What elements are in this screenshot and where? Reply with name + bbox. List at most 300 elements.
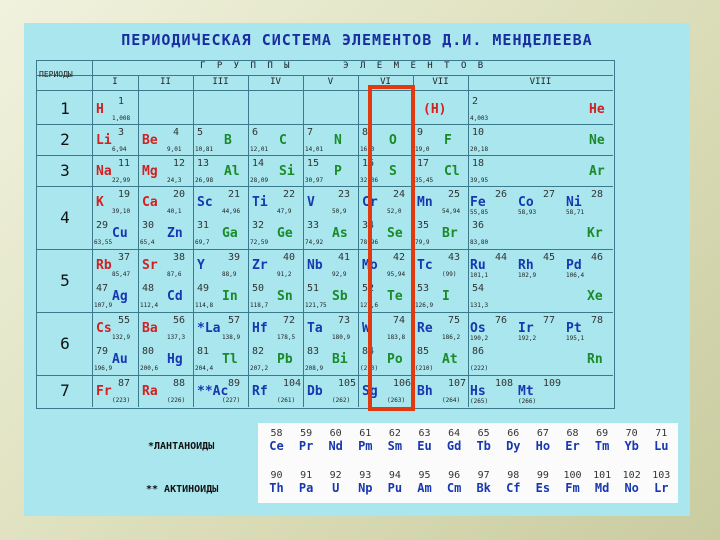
element-symbol[interactable]: Nb <box>307 258 323 273</box>
element-symbol[interactable]: Eu <box>417 439 432 453</box>
actinoids-label: ** АКТИНОИДЫ <box>146 484 219 495</box>
element-symbol[interactable]: Ca <box>142 195 158 210</box>
atomic-number: 80 <box>142 346 155 357</box>
atomic-mass: (99) <box>442 271 457 278</box>
element-symbol[interactable]: Dy <box>506 439 521 453</box>
atomic-mass: 58,93 <box>518 209 537 216</box>
element-symbol[interactable]: At <box>442 352 458 367</box>
element-symbol[interactable]: Rf <box>252 384 268 399</box>
element-symbol[interactable]: Pm <box>358 439 373 453</box>
lanthanoid-cell[interactable] <box>588 428 617 453</box>
element-symbol[interactable]: Ga <box>222 226 238 241</box>
element-symbol[interactable]: U <box>332 481 340 495</box>
atomic-number: 51 <box>307 283 320 294</box>
atomic-number: 25 <box>448 189 461 200</box>
element-symbol[interactable]: Hg <box>167 352 183 367</box>
atomic-number: 54 <box>472 283 485 294</box>
element-symbol[interactable]: K <box>96 195 104 210</box>
element-symbol[interactable]: Mt <box>518 384 534 399</box>
atomic-mass: (227) <box>222 397 241 404</box>
atomic-number: 106 <box>393 378 412 389</box>
element-symbol[interactable]: Se <box>387 226 403 241</box>
atomic-number: 108 <box>495 378 514 389</box>
actinoid-cell[interactable] <box>469 470 498 495</box>
group-label: IV <box>270 77 281 87</box>
atomic-number: 96 <box>448 470 461 481</box>
element-symbol[interactable]: Fm <box>565 481 580 495</box>
atomic-mass: 126,9 <box>415 302 434 309</box>
atomic-number: 6 <box>252 127 259 138</box>
atomic-number: 16 <box>362 158 375 169</box>
element-symbol[interactable]: Os <box>470 321 486 336</box>
atomic-number: 103 <box>652 470 671 481</box>
atomic-number: 13 <box>197 158 210 169</box>
atomic-number: 20 <box>173 189 186 200</box>
atomic-number: 9 <box>417 127 424 138</box>
atomic-number: 92 <box>329 470 342 481</box>
element-symbol[interactable]: N <box>334 133 342 148</box>
col-divider <box>468 75 469 407</box>
atomic-number: 89 <box>228 378 241 389</box>
element-symbol[interactable]: Am <box>417 481 432 495</box>
atomic-number: 73 <box>338 315 351 326</box>
element-symbol[interactable]: Lr <box>654 481 669 495</box>
atomic-number: 64 <box>448 428 461 439</box>
atomic-mass: 101,1 <box>470 272 489 279</box>
atomic-number: 90 <box>270 470 283 481</box>
element-symbol[interactable]: He <box>589 102 605 117</box>
element-symbol[interactable]: Np <box>358 481 373 495</box>
element-symbol[interactable]: Br <box>442 226 458 241</box>
atomic-mass: 88,9 <box>222 271 237 278</box>
element-symbol[interactable]: Ti <box>252 195 268 210</box>
atomic-number: 30 <box>142 220 155 231</box>
atomic-mass: 26,98 <box>195 177 214 184</box>
group-label: VIII <box>529 77 552 87</box>
atomic-number: 24 <box>393 189 406 200</box>
atomic-mass: 178,5 <box>277 334 296 341</box>
actinoid-cell[interactable] <box>558 470 587 495</box>
element-symbol[interactable]: H <box>96 102 104 117</box>
element-symbol[interactable]: Pr <box>298 439 314 453</box>
atomic-mass: 87,6 <box>167 271 182 278</box>
element-symbol[interactable]: Bh <box>417 384 433 399</box>
lanthanoid-cell[interactable] <box>321 428 350 453</box>
atomic-number: 44 <box>495 252 508 263</box>
atomic-number: 105 <box>338 378 357 389</box>
atomic-number: 79 <box>96 346 109 357</box>
atomic-mass: 44,96 <box>222 208 241 215</box>
atomic-mass: 208,9 <box>305 365 324 372</box>
atomic-number: 8 <box>362 127 369 138</box>
element-symbol[interactable]: Pu <box>387 481 403 495</box>
element-symbol[interactable]: Tc <box>417 258 433 273</box>
atomic-number: 33 <box>307 220 320 231</box>
element-symbol[interactable]: Bk <box>476 481 491 495</box>
element-symbol[interactable]: Sc <box>197 195 213 210</box>
atomic-number: 31 <box>197 220 210 231</box>
atomic-number: 56 <box>173 315 186 326</box>
atomic-number: 81 <box>197 346 210 357</box>
group-label: II <box>160 77 171 87</box>
element-symbol[interactable]: I <box>442 289 450 304</box>
actinoid-cell[interactable] <box>499 470 528 495</box>
element-symbol[interactable]: Fe <box>470 195 486 210</box>
element-symbol[interactable]: Md <box>594 481 610 495</box>
row-divider <box>36 186 613 187</box>
atomic-number: 63 <box>418 428 431 439</box>
atomic-number: 29 <box>96 220 109 231</box>
element-symbol[interactable]: Ni <box>566 195 582 210</box>
element-symbol[interactable]: Bi <box>332 352 348 367</box>
element-symbol[interactable]: Tl <box>222 352 238 367</box>
period-label: 7 <box>60 381 70 400</box>
atomic-number: 102 <box>622 470 641 481</box>
atomic-number: 39 <box>228 252 241 263</box>
element-symbol[interactable]: Ra <box>142 384 158 399</box>
group-label: VII <box>432 77 449 87</box>
atomic-mass: 58,71 <box>566 209 585 216</box>
atomic-number: 12 <box>173 158 186 169</box>
row-divider <box>36 124 613 125</box>
atomic-number: 28 <box>591 189 604 200</box>
col-divider <box>92 60 93 407</box>
element-symbol[interactable]: Al <box>224 164 240 179</box>
element-symbol[interactable]: Rb <box>96 258 112 273</box>
atomic-mass: 40,1 <box>167 208 182 215</box>
period-label: 1 <box>60 98 70 118</box>
table-title: ПЕРИОДИЧЕСКАЯ СИСТЕМА ЭЛЕМЕНТОВ Д.И. МЕНДЕЛЕЕВА <box>121 31 593 49</box>
element-symbol[interactable]: Sm <box>387 439 403 453</box>
atomic-number: 91 <box>300 470 313 481</box>
element-symbol[interactable]: Ge <box>277 226 293 241</box>
atomic-mass: 20,18 <box>470 146 489 153</box>
element-symbol[interactable]: Yb <box>624 439 639 453</box>
atomic-mass: (264) <box>442 397 461 404</box>
atomic-number: 40 <box>283 252 296 263</box>
element-symbol[interactable]: W <box>362 321 370 336</box>
element-symbol[interactable]: Tb <box>476 439 491 453</box>
group-vi-highlight <box>368 85 415 411</box>
element-symbol[interactable]: Rh <box>518 258 534 273</box>
atomic-number: 14 <box>252 158 265 169</box>
element-symbol[interactable]: (H) <box>423 102 447 117</box>
atomic-number: 22 <box>283 189 296 200</box>
atomic-mass: 39,10 <box>112 208 131 215</box>
atomic-mass: (266) <box>518 398 537 405</box>
atomic-mass: (223) <box>112 397 131 404</box>
atomic-mass: 180,9 <box>332 334 351 341</box>
atomic-mass: 91,2 <box>277 271 292 278</box>
element-symbol[interactable]: Cm <box>446 481 462 495</box>
element-symbol[interactable]: Db <box>307 384 323 399</box>
lanthanoid-cell[interactable] <box>292 428 321 453</box>
atomic-number: 7 <box>307 127 314 138</box>
element-symbol[interactable]: No <box>624 481 639 495</box>
element-symbol[interactable]: Hf <box>252 321 268 336</box>
lanthanoid-cell[interactable] <box>351 428 380 453</box>
header-line-bottom <box>36 90 613 91</box>
atomic-number: 42 <box>393 252 406 263</box>
element-symbol[interactable]: Cs <box>96 321 112 336</box>
periods-header: ПЕРИОДЫ <box>39 70 73 79</box>
atomic-number: 72 <box>283 315 296 326</box>
element-symbol[interactable]: Ag <box>112 289 128 304</box>
atomic-number: 77 <box>543 315 556 326</box>
atomic-mass: 47,9 <box>277 208 292 215</box>
element-symbol[interactable]: Cf <box>506 481 521 495</box>
element-symbol[interactable]: Li <box>96 133 112 148</box>
atomic-mass: 137,3 <box>167 334 186 341</box>
element-symbol[interactable]: Ta <box>307 321 323 336</box>
element-symbol[interactable]: Ne <box>589 133 605 148</box>
element-symbol[interactable]: Ir <box>518 321 534 336</box>
lanthanoid-cell[interactable] <box>410 428 439 453</box>
atomic-mass: 4,003 <box>470 115 489 122</box>
element-symbol[interactable]: Xe <box>587 289 603 304</box>
element-symbol[interactable]: **Ac <box>197 384 229 399</box>
atomic-mass: 55,85 <box>470 209 489 216</box>
atomic-mass: 19,0 <box>415 146 430 153</box>
lanthanoid-cell[interactable] <box>647 428 676 453</box>
element-symbol[interactable]: Mg <box>142 164 158 179</box>
atomic-number: 23 <box>338 189 351 200</box>
atomic-number: 61 <box>359 428 372 439</box>
atomic-mass: 12,01 <box>250 146 269 153</box>
element-symbol[interactable]: Be <box>142 133 158 148</box>
atomic-mass: 132,9 <box>112 334 131 341</box>
row-divider <box>36 312 613 313</box>
atomic-mass: 118,7 <box>250 302 269 309</box>
element-symbol[interactable]: Sr <box>142 258 158 273</box>
atomic-number: 69 <box>596 428 609 439</box>
lanthanoid-cell[interactable] <box>499 428 528 453</box>
element-symbol[interactable]: Re <box>417 321 433 336</box>
atomic-number: 94 <box>388 470 401 481</box>
element-symbol[interactable]: Cl <box>444 164 460 179</box>
lanthanoid-cell[interactable] <box>469 428 498 453</box>
actinoid-cell[interactable] <box>617 470 646 495</box>
actinoid-cell[interactable] <box>262 470 291 495</box>
atomic-number: 85 <box>417 346 430 357</box>
atomic-number: 27 <box>543 189 556 200</box>
atomic-number: 76 <box>495 315 508 326</box>
atomic-number: 99 <box>536 470 549 481</box>
element-symbol[interactable]: Gd <box>446 439 462 453</box>
lanthanoid-cell[interactable] <box>262 428 291 453</box>
atomic-mass: (226) <box>167 397 186 404</box>
element-symbol[interactable]: Sb <box>332 289 348 304</box>
atomic-number: 2 <box>472 96 479 107</box>
atomic-number: 5 <box>197 127 204 138</box>
actinoid-cell[interactable] <box>588 470 617 495</box>
element-symbol[interactable]: Cd <box>167 289 183 304</box>
atomic-mass: 131,3 <box>470 302 489 309</box>
element-symbol[interactable]: Th <box>269 481 284 495</box>
col-divider <box>303 75 304 407</box>
atomic-mass: (263) <box>387 397 406 404</box>
actinoid-cell[interactable] <box>647 470 676 495</box>
col-divider <box>248 75 249 407</box>
element-symbol[interactable]: Si <box>279 164 295 179</box>
atomic-number: 52 <box>362 283 375 294</box>
atomic-number: 19 <box>118 189 131 200</box>
atomic-number: 35 <box>417 220 430 231</box>
atomic-mass: 14,01 <box>305 146 324 153</box>
element-symbol[interactable]: P <box>334 164 342 179</box>
lanthanoids-label: *ЛАНТАНОИДЫ <box>148 441 215 452</box>
actinoid-cell[interactable] <box>351 470 380 495</box>
actinoid-cell[interactable] <box>321 470 350 495</box>
element-symbol[interactable]: Ho <box>535 439 551 453</box>
group-label: I <box>112 77 118 87</box>
element-symbol[interactable]: Ar <box>589 164 605 179</box>
element-symbol[interactable]: Ru <box>470 258 486 273</box>
atomic-mass: 54,94 <box>442 208 461 215</box>
atomic-number: 47 <box>96 283 109 294</box>
element-symbol[interactable]: Zn <box>167 226 183 241</box>
atomic-number: 32 <box>252 220 265 231</box>
atomic-mass: 183,8 <box>387 334 406 341</box>
element-symbol[interactable]: Nd <box>328 439 343 453</box>
atomic-number: 98 <box>507 470 520 481</box>
atomic-number: 83 <box>307 346 320 357</box>
element-symbol[interactable]: Es <box>535 481 551 495</box>
atomic-mass: (261) <box>277 397 296 404</box>
element-symbol[interactable]: Pt <box>566 321 582 336</box>
atomic-number: 104 <box>283 378 302 389</box>
row-divider <box>36 249 613 250</box>
element-symbol[interactable]: Pb <box>277 352 293 367</box>
element-symbol[interactable]: Tm <box>594 439 610 453</box>
atomic-mass: 50,9 <box>332 208 347 215</box>
element-symbol[interactable]: Na <box>96 164 112 179</box>
atomic-mass: 74,92 <box>305 239 324 246</box>
atomic-mass: 112,4 <box>140 302 159 309</box>
period-label: 6 <box>60 333 70 353</box>
atomic-number: 46 <box>591 252 604 263</box>
element-symbol[interactable]: Y <box>197 258 205 273</box>
atomic-number: 109 <box>543 378 562 389</box>
element-symbol[interactable]: S <box>389 164 397 179</box>
atomic-number: 68 <box>566 428 579 439</box>
atomic-number: 53 <box>417 283 430 294</box>
atomic-number: 86 <box>472 346 485 357</box>
atomic-number: 59 <box>300 428 313 439</box>
element-symbol[interactable]: Er <box>565 439 580 453</box>
atomic-mass: 28,09 <box>250 177 269 184</box>
atomic-mass: 83,80 <box>470 239 489 246</box>
element-symbol[interactable]: Au <box>112 352 128 367</box>
element-symbol[interactable]: Ce <box>269 439 284 453</box>
element-symbol[interactable]: Kr <box>587 226 603 241</box>
atomic-number: 1 <box>118 96 125 107</box>
atomic-number: 55 <box>118 315 131 326</box>
actinoid-cell[interactable] <box>292 470 321 495</box>
atomic-mass: 186,2 <box>442 334 461 341</box>
actinoid-cell[interactable] <box>528 470 557 495</box>
atomic-mass: 52,0 <box>387 208 402 215</box>
element-symbol[interactable]: Te <box>387 289 403 304</box>
atomic-mass: 32,06 <box>360 177 379 184</box>
element-symbol[interactable]: Co <box>518 195 534 210</box>
atomic-mass: (262) <box>332 397 351 404</box>
element-symbol[interactable]: Mn <box>417 195 433 210</box>
element-symbol[interactable]: Mo <box>362 258 378 273</box>
element-symbol[interactable]: As <box>332 226 348 241</box>
atomic-mass: (210) <box>360 365 379 372</box>
period-label: 3 <box>60 160 70 180</box>
element-symbol[interactable]: Fr <box>96 384 112 399</box>
atomic-mass: 39,95 <box>470 177 489 184</box>
element-symbol[interactable]: *La <box>197 321 221 336</box>
element-symbol[interactable]: Sg <box>362 384 378 399</box>
atomic-number: 36 <box>472 220 485 231</box>
atomic-number: 38 <box>173 252 186 263</box>
element-symbol[interactable]: Cu <box>112 226 128 241</box>
element-symbol[interactable]: Rn <box>587 352 603 367</box>
row-divider <box>36 155 613 156</box>
actinoid-cell[interactable] <box>380 470 409 495</box>
period-label: 4 <box>60 207 70 227</box>
atomic-number: 3 <box>118 127 125 138</box>
lanthanoid-cell[interactable] <box>528 428 557 453</box>
actinoid-cell[interactable] <box>410 470 439 495</box>
actinoid-cell[interactable] <box>440 470 469 495</box>
atomic-number: 15 <box>307 158 320 169</box>
element-symbol[interactable]: Hs <box>470 384 486 399</box>
atomic-number: 49 <box>197 283 210 294</box>
atomic-mass: 114,8 <box>195 302 214 309</box>
lanthanoid-cell[interactable] <box>558 428 587 453</box>
element-symbol[interactable]: B <box>224 133 232 148</box>
element-symbol[interactable]: O <box>389 133 397 148</box>
atomic-number: 57 <box>228 315 241 326</box>
header-line-top <box>36 75 613 76</box>
element-symbol[interactable]: Lu <box>654 439 669 453</box>
atomic-number: 45 <box>543 252 556 263</box>
atomic-mass: 190,2 <box>470 335 489 342</box>
element-symbol[interactable]: Zr <box>252 258 268 273</box>
lanthanoid-cell[interactable] <box>440 428 469 453</box>
atomic-number: 82 <box>252 346 265 357</box>
atomic-number: 50 <box>252 283 265 294</box>
atomic-number: 93 <box>359 470 372 481</box>
lanthanoid-cell[interactable] <box>380 428 409 453</box>
atomic-number: 74 <box>393 315 406 326</box>
element-symbol[interactable]: C <box>279 133 287 148</box>
element-symbol[interactable]: Pa <box>298 481 314 495</box>
element-symbol[interactable]: In <box>222 289 238 304</box>
atomic-number: 58 <box>270 428 283 439</box>
element-symbol[interactable]: V <box>307 195 315 210</box>
atomic-mass: 207,2 <box>250 365 269 372</box>
group-label: VI <box>380 77 391 87</box>
lanthanoid-cell[interactable] <box>617 428 646 453</box>
element-symbol[interactable]: F <box>444 133 452 148</box>
atomic-number: 101 <box>593 470 612 481</box>
group-label: III <box>212 77 229 87</box>
element-symbol[interactable]: Sn <box>277 289 293 304</box>
element-symbol[interactable]: Cr <box>362 195 378 210</box>
atomic-mass: 95,94 <box>387 271 406 278</box>
atomic-number: 60 <box>329 428 342 439</box>
element-symbol[interactable]: Ba <box>142 321 158 336</box>
element-symbol[interactable]: Pd <box>566 258 582 273</box>
element-symbol[interactable]: Po <box>387 352 403 367</box>
atomic-number: 21 <box>228 189 241 200</box>
atomic-number: 75 <box>448 315 461 326</box>
